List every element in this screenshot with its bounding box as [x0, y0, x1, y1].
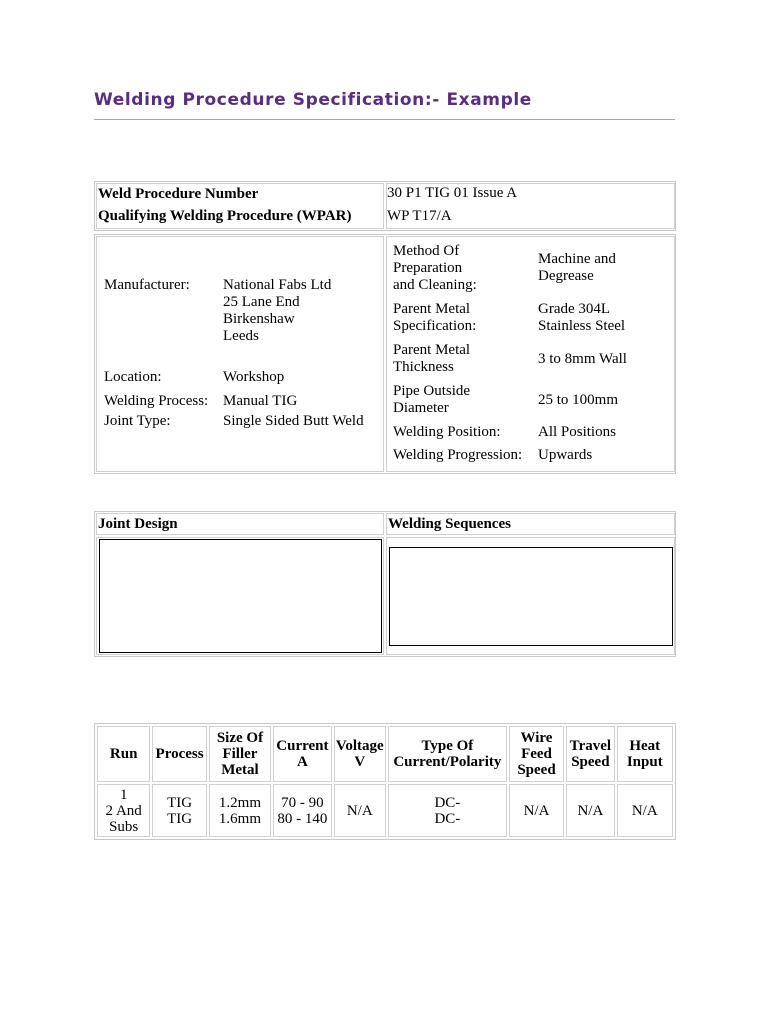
manufacturer-label: Manufacturer: — [104, 277, 190, 293]
table-row — [97, 784, 673, 837]
runs-table-header-row — [97, 726, 673, 782]
welding-position-value: All Positions — [538, 424, 616, 440]
qualifying-procedure-label: Qualifying Welding Procedure (WPAR) — [98, 208, 352, 224]
joint-type-value: Single Sided Butt Weld — [223, 413, 364, 429]
procedure-header-table — [94, 181, 676, 231]
welding-sequences-heading: Welding Sequences — [388, 516, 511, 532]
parent-metal-thickness-label: Parent Metal Thickness — [393, 342, 471, 375]
weld-procedure-number-label: Weld Procedure Number — [98, 186, 259, 202]
header-voltage: Voltage V — [334, 726, 386, 782]
qualifying-procedure-value: WP T17/A — [387, 208, 452, 224]
header-heat-input: Heat Input — [617, 726, 673, 782]
welding-runs-table — [94, 723, 676, 840]
joint-design-image — [99, 539, 382, 653]
title-divider — [94, 119, 675, 120]
location-value: Workshop — [223, 369, 285, 385]
header-current-polarity: Type Of Current/Polarity — [388, 726, 507, 782]
welding-process-label: Welding Process: — [104, 393, 209, 409]
header-travel-speed: Travel Speed — [566, 726, 614, 782]
cell-current-polarity: DC- DC- — [388, 784, 507, 837]
header-current: Current A — [273, 726, 331, 782]
weld-procedure-number-value: 30 P1 TIG 01 Issue A — [387, 185, 518, 201]
cell-run: 1 2 And Subs — [97, 784, 150, 837]
welding-progression-value: Upwards — [538, 447, 593, 463]
page-title: Welding Procedure Specification:- Example — [94, 90, 532, 110]
welding-process-value: Manual TIG — [223, 393, 298, 409]
welding-progression-label: Welding Progression: — [393, 447, 523, 463]
cell-wire-feed-speed: N/A — [509, 784, 564, 837]
pipe-diameter-label: Pipe Outside Diameter — [393, 383, 471, 416]
manufacturer-value: National Fabs Ltd 25 Lane End Birkenshaw Leeds — [223, 277, 332, 344]
cell-heat-input: N/A — [617, 784, 673, 837]
joint-design-heading: Joint Design — [98, 516, 178, 532]
cell-travel-speed: N/A — [566, 784, 614, 837]
header-run: Run — [97, 726, 150, 782]
parent-metal-spec-value: Grade 304L Stainless Steel — [538, 301, 626, 334]
cell-voltage: N/A — [334, 784, 386, 837]
header-process: Process — [152, 726, 206, 782]
location-label: Location: — [104, 369, 162, 385]
cell-current: 70 - 90 80 - 140 — [273, 784, 331, 837]
parent-metal-spec-label: Parent Metal Specification: — [393, 301, 477, 334]
procedure-details-table — [94, 234, 676, 474]
preparation-label: Method Of Preparation and Cleaning: — [393, 243, 477, 293]
design-sequence-table — [94, 511, 676, 657]
pipe-diameter-value: 25 to 100mm — [538, 392, 619, 408]
cell-filler-size: 1.2mm 1.6mm — [209, 784, 271, 837]
header-wire-feed-speed: Wire Feed Speed — [509, 726, 564, 782]
joint-type-label: Joint Type: — [104, 413, 171, 429]
parent-metal-thickness-value: 3 to 8mm Wall — [538, 351, 627, 367]
welding-sequences-image — [389, 547, 673, 646]
procedure-details-left-cell — [96, 236, 384, 472]
preparation-value: Machine and Degrease — [538, 251, 616, 284]
welding-position-label: Welding Position: — [393, 424, 501, 440]
header-filler-size: Size Of Filler Metal — [209, 726, 271, 782]
cell-process: TIG TIG — [152, 784, 206, 837]
